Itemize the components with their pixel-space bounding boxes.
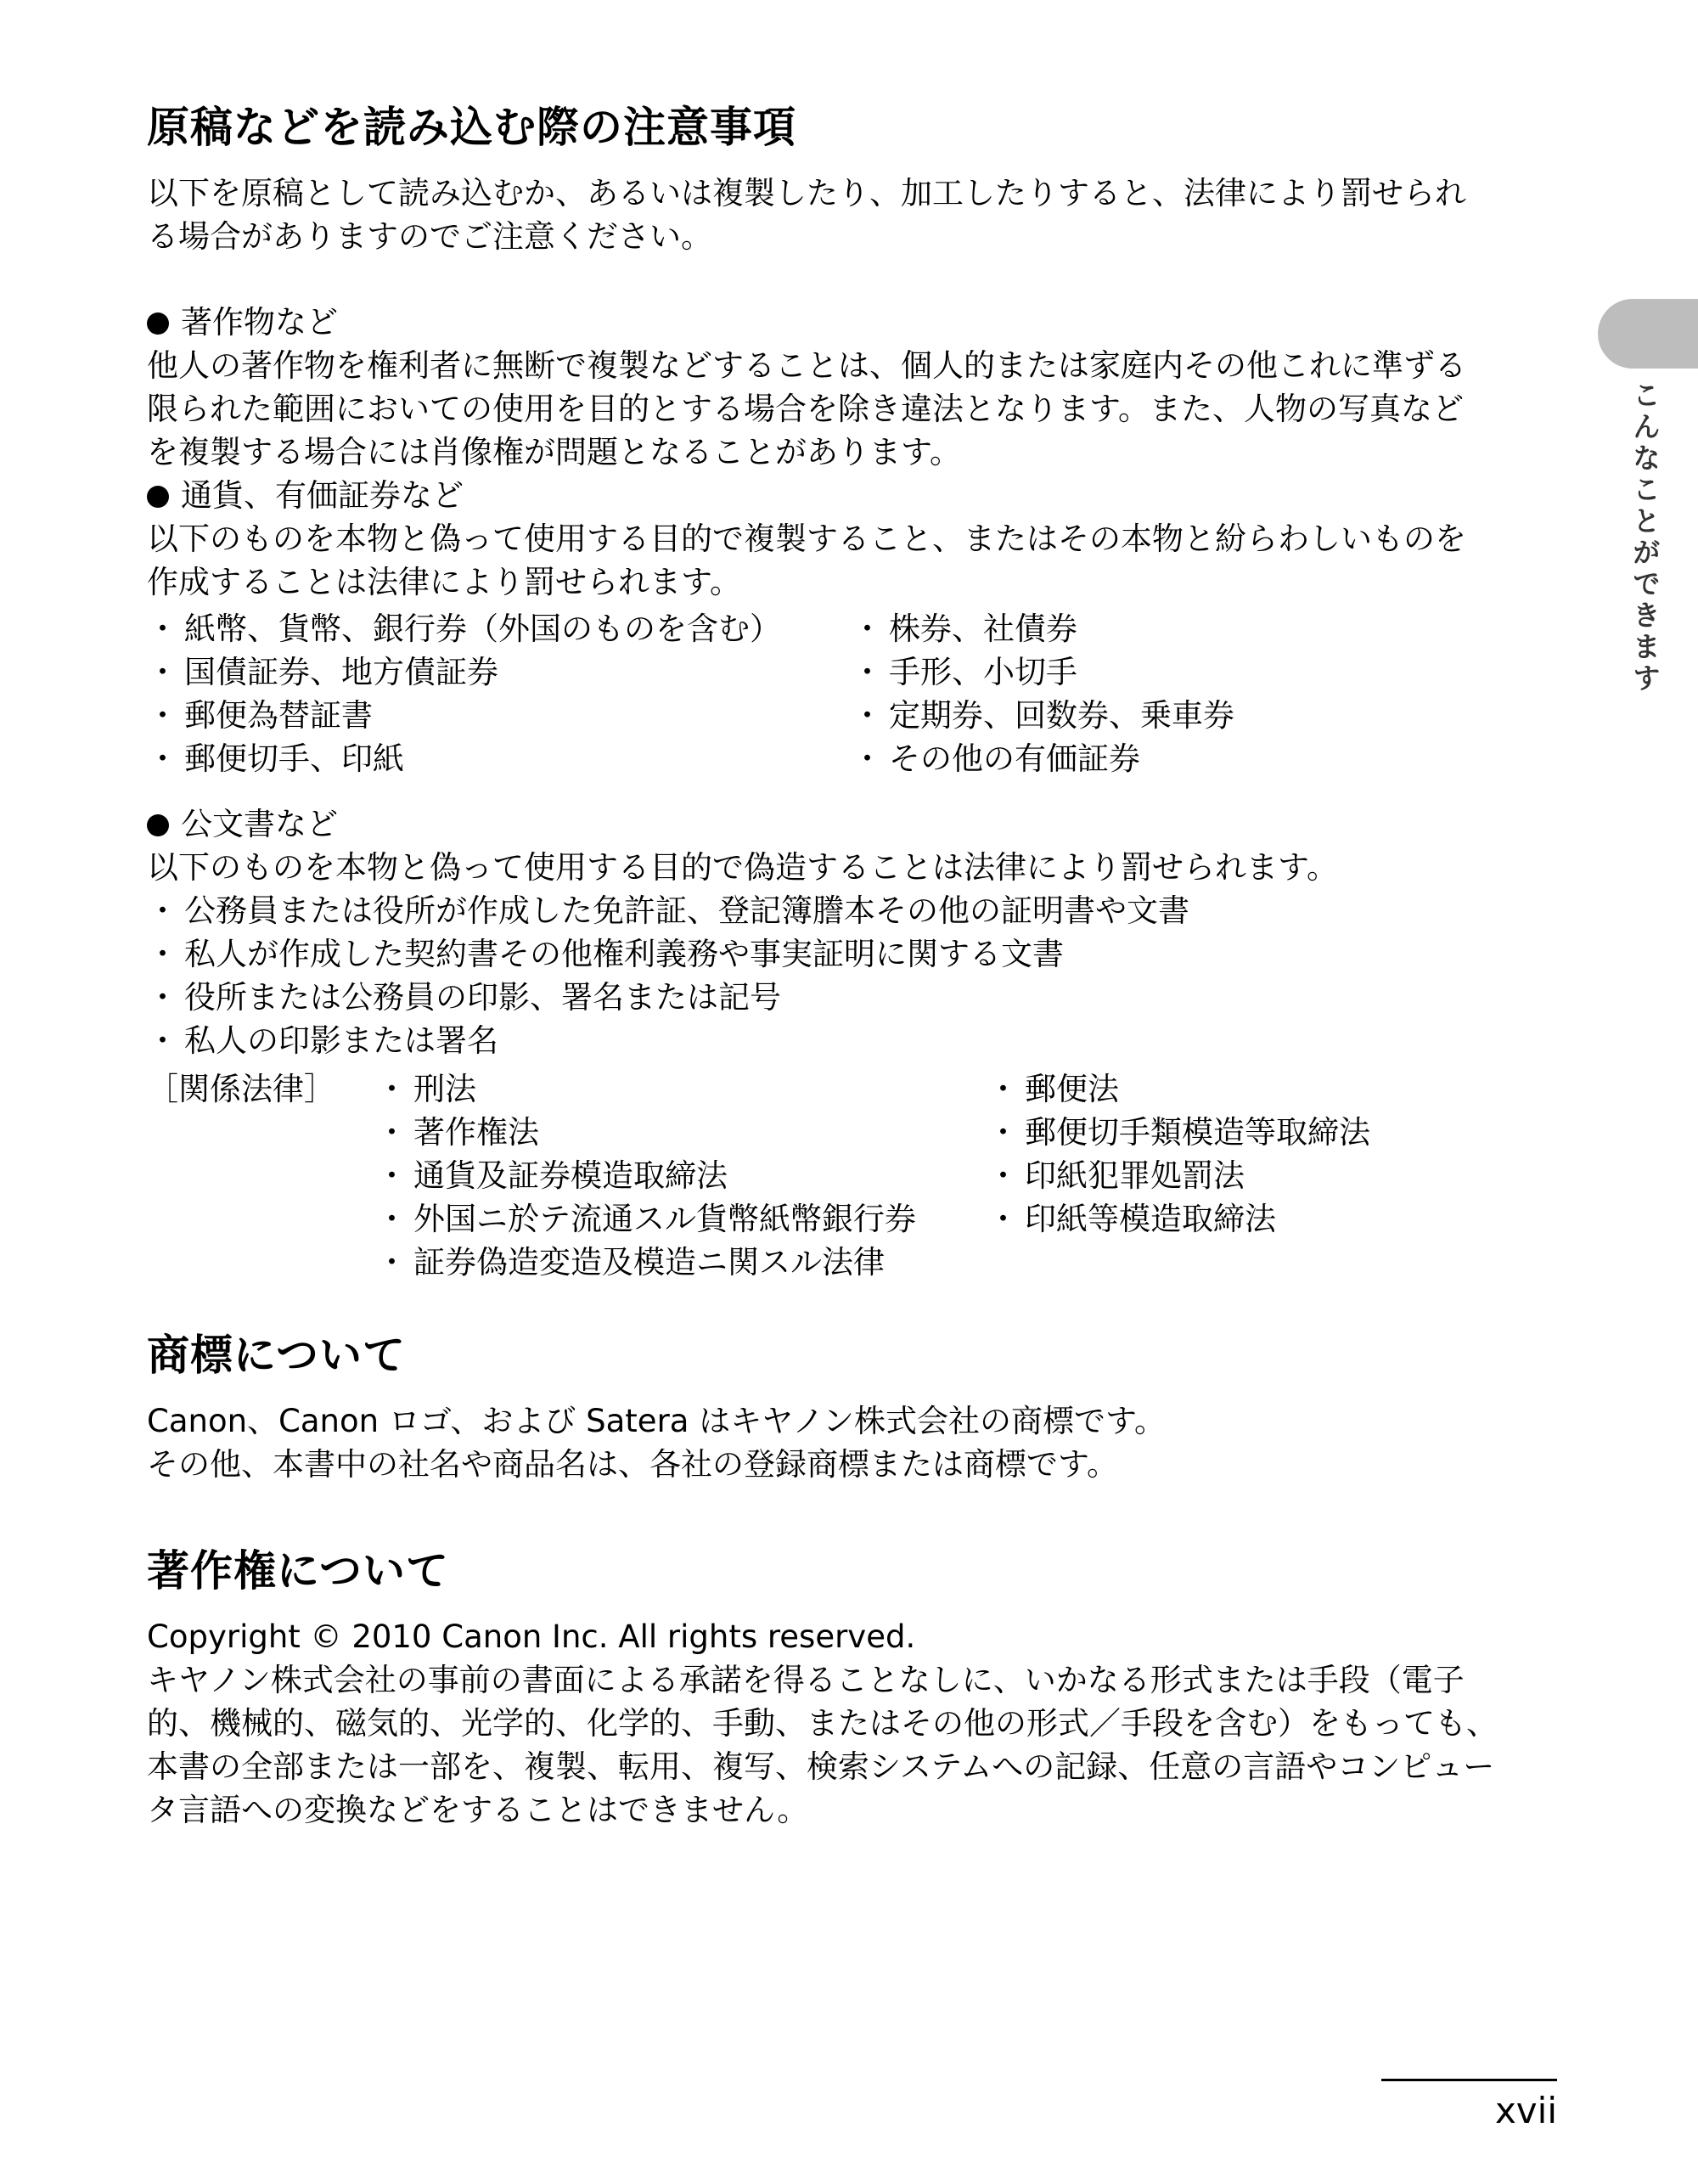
text-line: 的、機械的、磁気的、光学的、化学的、手動、またはその他の形式／手段を含む）をもっても、 [147,1705,1498,1742]
list-item: ・ 定期券、回数券、乗車券 [852,697,1234,734]
bullet-dot-icon [147,486,169,508]
text-line: 以下のものを本物と偽って使用する目的で偽造することは法律により罰せられます。 [147,849,1339,886]
related-laws-label: ［関係法律］ [147,1071,335,1107]
text-line: 以下を原稿として読み込むか、あるいは複製したり、加工したりすると、法律により罰せられ [147,175,1466,211]
list-item: ・ 紙幣、貨幣、銀行券（外国のものを含む） [147,611,781,647]
list-item: ・ 印紙犯罪処罰法 [987,1157,1245,1194]
bullet-title-securities [147,474,1556,517]
list-item: ・ 私人の印影または署名 [147,1022,498,1059]
page-content [147,93,1556,1832]
footer-rule [1381,2079,1557,2081]
page-number: xvii [1494,2090,1557,2131]
bullet-dot-icon [147,312,169,335]
list-item: ・ 役所または公務員の印影、署名または記号 [147,979,781,1016]
section-heading-scan-notice: 原稿などを読み込む際の注意事項 [147,103,796,152]
securities-block [147,474,1556,780]
text-line: タ言語への変換などをすることはできません。 [147,1792,809,1828]
list-item: ・ その他の有価証券 [852,740,1140,777]
bullet-title-official-docs [147,802,1556,846]
text-line: Copyright © 2010 Canon Inc. All rights reserved. [147,1618,916,1655]
list-item: ・ 郵便為替証書 [147,697,373,734]
list-item: ・ 刑法 [376,1071,476,1107]
chapter-tab [1598,299,1698,369]
text-line: 本書の全部または一部を、複製、転用、複写、検索システムへの記録、任意の言語やコンピュー [147,1748,1495,1785]
text-line: Canon、Canon ロゴ、および Satera はキヤノン株式会社の商標です。 [147,1403,1167,1439]
securities-list-right [852,607,1234,780]
text-line: 限られた範囲においての使用を目的とする場合を除き違法となります。また、人物の写真など [147,391,1465,427]
text-line: る場合がありますのでご注意ください。 [147,218,712,255]
section-heading-trademarks: 商標について [147,1331,406,1380]
list-item: ・ 通貨及証券模造取締法 [376,1157,728,1194]
text-line: 作成することは法律により罰せられます。 [147,564,742,600]
related-laws-col1 [376,1067,987,1284]
text-line: 他人の著作物を権利者に無断で複製などすることは、個人的または家庭内その他これに準ずる [147,347,1466,384]
list-item: ・ 外国ニ於テ流通スル貨幣紙幣銀行券 [376,1201,916,1237]
copyright-body [147,1615,1556,1832]
text-line: キヤノン株式会社の事前の書面による承諾を得ることなしに、いかなる形式または手段（電子 [147,1662,1465,1698]
section-heading-copyright: 著作権について [147,1546,449,1596]
list-item: ・ 国債証券、地方債証券 [147,654,498,690]
bullet-title-text: 公文書など [181,806,338,842]
text-line: 以下のものを本物と偽って使用する目的で複製すること、またはその本物と紛らわしいものを [147,521,1466,557]
related-laws-col2 [987,1067,1370,1284]
list-item: ・ 著作権法 [376,1114,539,1151]
list-item: ・ 私人が作成した契約書その他権利義務や事実証明に関する文書 [147,936,1064,972]
list-item: ・ 手形、小切手 [852,654,1077,690]
text-line: を複製する場合には肖像権が問題となることがあります。 [147,434,962,470]
bullet-dot-icon [147,814,169,836]
list-item: ・ 株券、社債券 [852,611,1077,647]
list-item: ・ 公務員または役所が作成した免許証、登記簿謄本その他の証明書や文書 [147,892,1189,929]
copyright-works-block [147,301,1556,474]
list-item: ・ 印紙等模造取締法 [987,1201,1276,1237]
securities-list [147,607,1556,780]
list-item: ・ 証券偽造変造及模造ニ関スル法律 [376,1244,885,1281]
list-item: ・ 郵便切手類模造等取締法 [987,1114,1370,1151]
securities-list-left [147,607,852,780]
official-docs-block [147,802,1556,1284]
list-item: ・ 郵便法 [987,1071,1119,1107]
chapter-tab-label: こんなことができます [1628,380,1661,695]
trademarks-body [147,1399,1556,1486]
bullet-title-text: 著作物など [181,304,338,341]
bullet-title-copyright-works [147,301,1556,344]
list-item: ・ 郵便切手、印紙 [147,740,404,777]
bullet-title-text: 通貨、有価証券など [181,477,464,514]
text-line: その他、本書中の社名や商品名は、各社の登録商標または商標です。 [147,1446,1119,1483]
related-laws [147,1067,1556,1284]
scan-notice-intro [147,172,1556,258]
